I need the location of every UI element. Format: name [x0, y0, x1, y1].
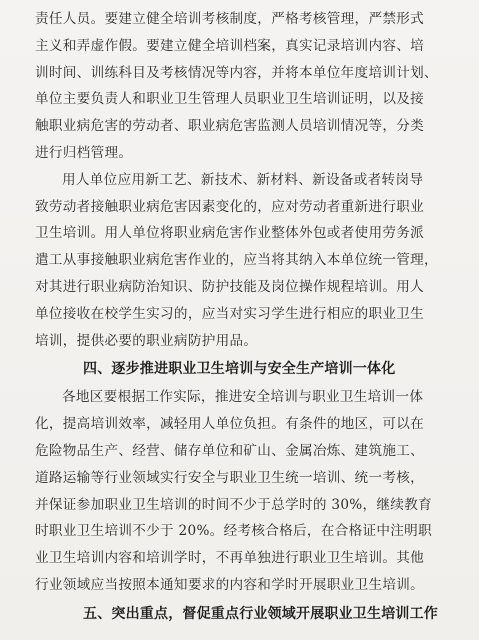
text-line: 单位接收在校学生实习的，应当对实习学生进行相应的职业卫生: [35, 305, 425, 322]
paragraph-new-processes: [35, 167, 445, 355]
text-line: 时职业卫生培训不少于 20%。经考核合格后，在合格证中注明职: [35, 523, 432, 540]
text-line: 化，提高培训效率，减轻用人单位负担。有条件的地区，可以在: [35, 416, 425, 433]
text-line: 训时间、训练科目及考核情况等内容，并将本单位年度培训计划、: [35, 64, 438, 81]
text-line: 用人单位应用新工艺、新技术、新材料、新设备或者转岗导: [62, 171, 424, 188]
section-heading-five: 五、突出重点，督促重点行业领域开展职业卫生培训工作: [83, 605, 438, 622]
text-line: 对其进行职业病防治知识、防护技能及岗位操作规程培训。用人: [35, 278, 425, 295]
text-line: 行业领域应当按照本通知要求的内容和学时开展职业卫生培训。: [35, 576, 425, 593]
text-line: 并保证参加职业卫生培训的时间不少于总学时的 30%，继续教育: [35, 496, 432, 513]
text-line: 卫生培训。用人单位将职业病危害作业整体外包或者使用劳务派: [35, 225, 425, 242]
section-heading-four: 四、逐步推进职业卫生培训与安全生产培训一体化: [83, 361, 396, 378]
text-line: 道路运输等行业领域实行安全与职业卫生统一培训、统一考核，: [35, 469, 425, 486]
text-line: 进行归档管理。: [35, 144, 133, 161]
text-line: 触职业病危害的劳动者、职业病危害监测人员培训情况等，分类: [35, 118, 425, 135]
text-line: 遣工从事接触职业病危害作业的，应当将其纳入本单位统一管理，: [35, 252, 438, 269]
paragraph-training-records: [35, 6, 445, 167]
text-line: 单位主要负责人和职业卫生管理人员职业卫生培训证明，以及接: [35, 91, 425, 108]
text-line: 培训，提供必要的职业病防护用品。: [35, 332, 258, 349]
text-line: 主义和弄虚作假。要建立健全培训档案，真实记录培训内容、培: [35, 37, 425, 54]
text-line: 致劳动者接触职业病危害因素变化的，应对劳动者重新进行职业: [35, 198, 425, 215]
text-line: 业卫生培训内容和培训学时，不再单独进行职业卫生培训。其他: [35, 550, 425, 567]
text-line: 危险物品生产、经营、储存单位和矿山、金属冶炼、建筑施工、: [35, 442, 425, 459]
text-line: 各地区要根据工作实际，推进安全培训与职业卫生培训一体: [62, 389, 424, 406]
paragraph-integration: [35, 384, 445, 598]
text-line: 责任人员。要建立健全培训考核制度，严格考核管理，严禁形式: [35, 11, 425, 27]
